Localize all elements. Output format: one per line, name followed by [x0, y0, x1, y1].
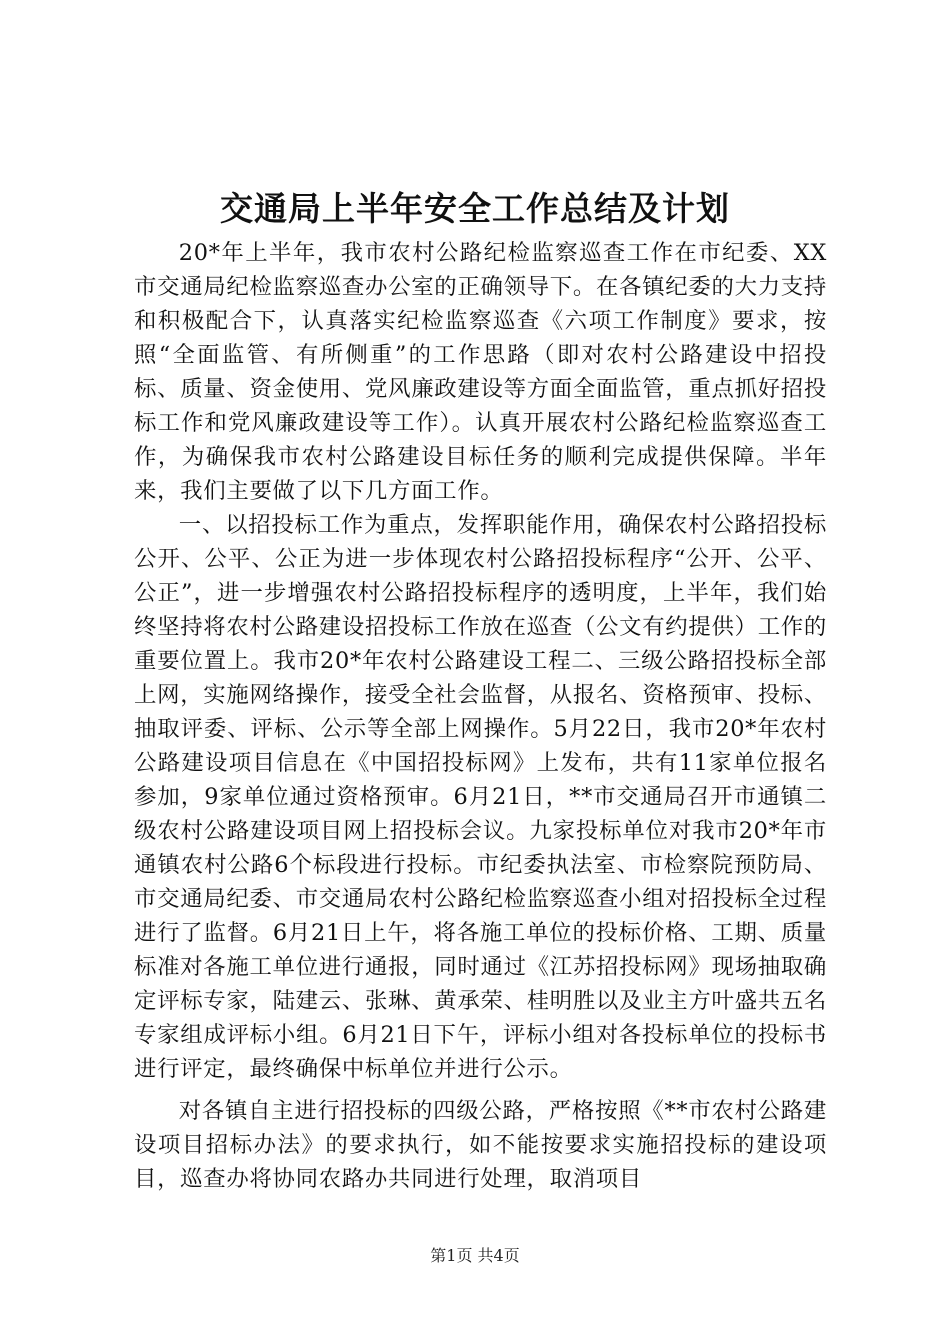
paragraph-bidding: 一、以招投标工作为重点，发挥职能作用，确保农村公路招投标公开、公平、公正为进一步体现农村公路招投标程序“公开、公平、公正”，进一步增强农村公路招投标程序的透明度，上半年，我们始终坚持将农村公路建设招投标工作放在巡查（公文有约提供）工作的重要位置上。我市20*年农村公路建设工程二、三级公路招投标全部上网，实施网络操作，接受全社会监督，从报名、资格预审、投标、抽取评委、评标、公示等全部上网操作。5月22日，我市20*年农村公路建设项目信息在《中国招投标网》上发布，共有11家单位报名参加，9家单位通过资格预审。6月21日，**市交通局召开市通镇二级农村公路建设项目网上招投标会议。九家投标单位对我市20*年市通镇农村公路6个标段进行投标。市纪委执法室、市检察院预防局、市交通局纪委、市交通局农村公路纪检监察巡查小组对招投标全过程进行了监督。6月21日上午，将各施工单位的投标价格、工期、质量标准对各施工单位进行通报，同时通过《江苏招投标网》现场抽取确定评标专家，陆建云、张琳、黄承荣、桂明胜以及业主方叶盛共五名专家组成评标小组。6月21日下午，评标小组对各投标单位的投标书进行评定，最终确保中标单位并进行公示。 [134, 512, 827, 1082]
page-footer: 第1页 共4页 [430, 1246, 520, 1265]
document-body [134, 236, 827, 1196]
document-title: 交通局上半年安全工作总结及计划 [220, 189, 730, 228]
paragraph-township-roads: 对各镇自主进行招投标的四级公路，严格按照《**市农村公路建设项目招标办法》的要求执行，如不能按要求实施招投标的建设项目，巡查办将协同农路办共同进行处理，取消项目 [134, 1098, 827, 1192]
paragraph-intro: 20*年上半年，我市农村公路纪检监察巡查工作在市纪委、XX市交通局纪检监察巡查办公室的正确领导下。在各镇纪委的大力支持和积极配合下，认真落实纪检监察巡查《六项工作制度》要求，按照“全面监管、有所侧重”的工作思路（即对农村公路建设中招投标、质量、资金使用、党风廉政建设等方面全面监管，重点抓好招投标工作和党风廉政建设等工作）。认真开展农村公路纪检监察巡查工作，为确保我市农村公路建设目标任务的顺利完成提供保障。半年来，我们主要做了以下几方面工作。 [134, 240, 827, 504]
